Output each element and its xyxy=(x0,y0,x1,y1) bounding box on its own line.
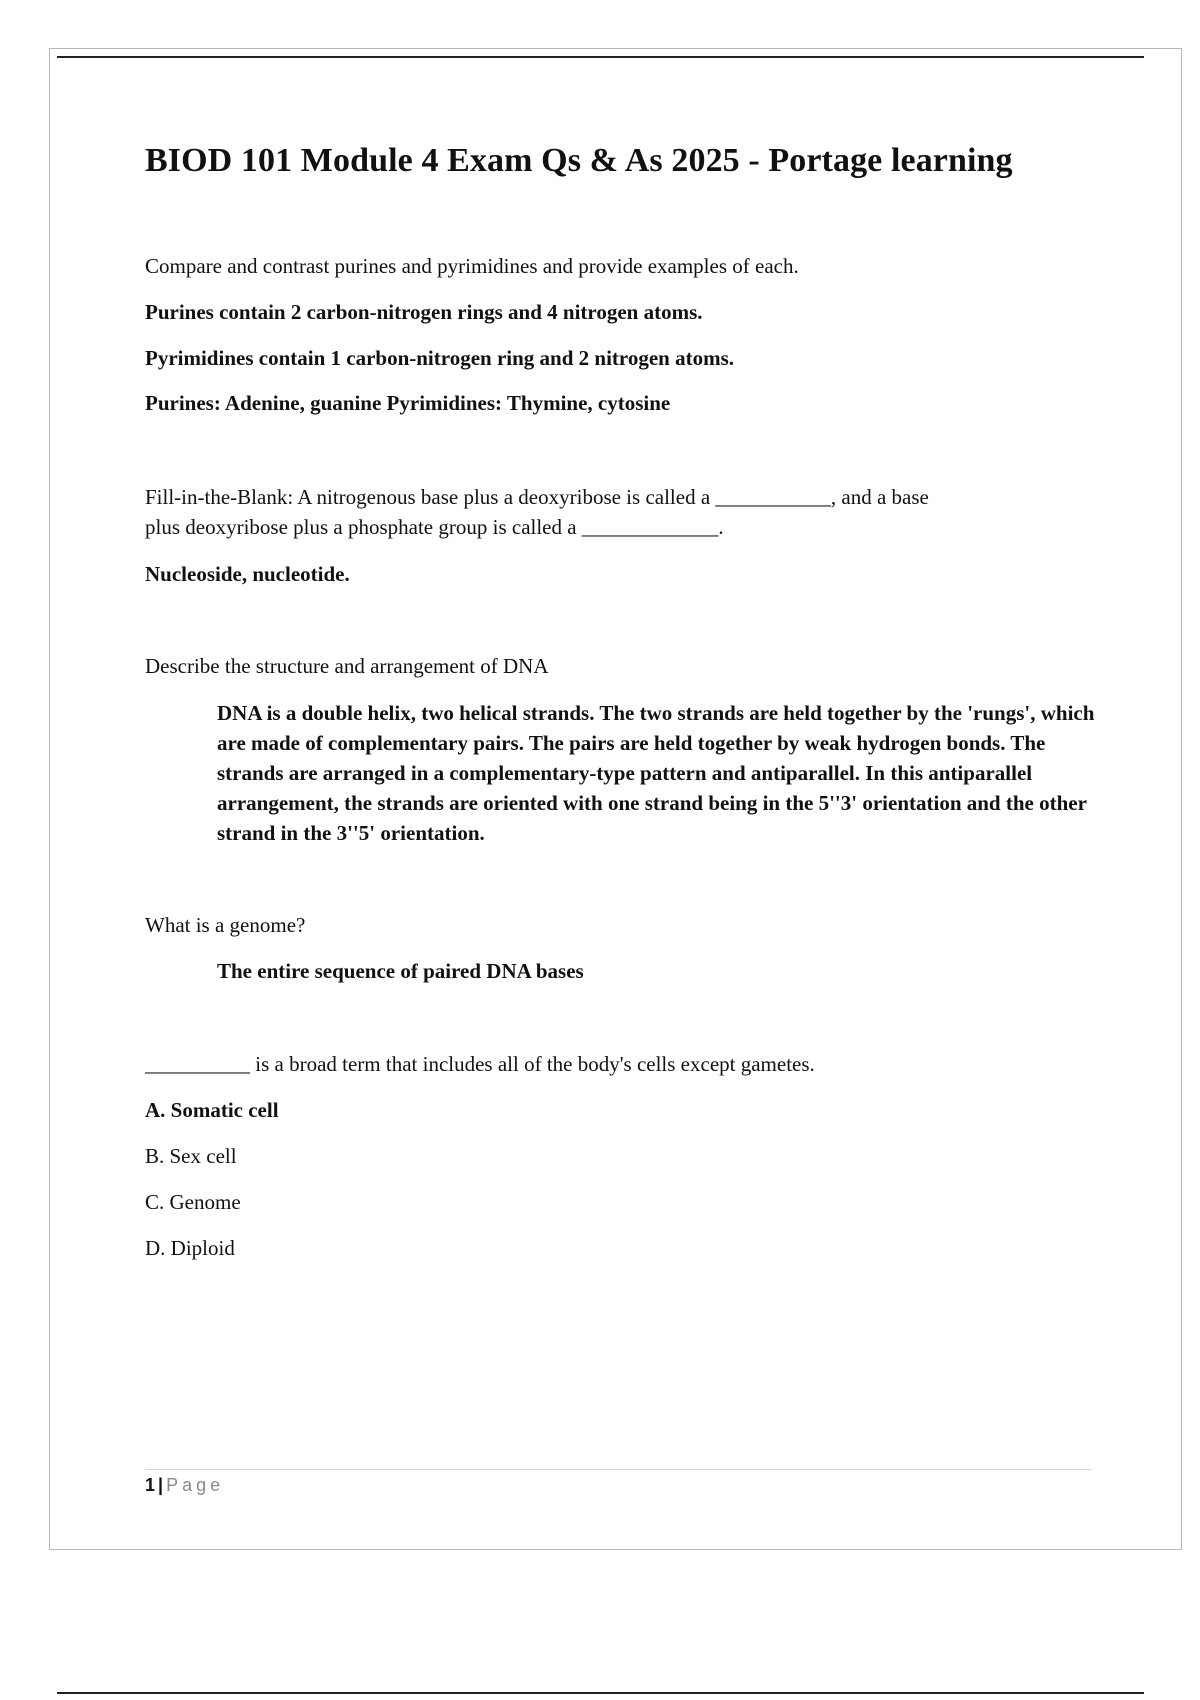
footer-rule xyxy=(145,1469,1091,1470)
q1-question: Compare and contrast purines and pyrimidines and provide examples of each. xyxy=(145,254,799,278)
q2-question-line: plus deoxyribose plus a phosphate group is called a _____________. xyxy=(145,515,724,539)
q4-answer: The entire sequence of paired DNA bases xyxy=(217,959,584,983)
q3-question: Describe the structure and arrangement of DNA xyxy=(145,654,549,678)
footer-separator: | xyxy=(158,1475,164,1495)
q3-answer: DNA is a double helix, two helical strands. The two strands are held together by the 'rungs', which are made of complementary pairs. The pairs are held together by weak hydrogen bonds. The strands are arranged in a complementary-type pattern and antiparallel. In this antiparallel arrangement, the strands are oriented with one strand being in the 5''3' orientation and the other strand in the 3''5' orientation. xyxy=(217,701,1095,845)
q5-option-d: D. Diploid xyxy=(145,1236,235,1260)
q1-answer-line: Purines: Adenine, guanine Pyrimidines: Thymine, cytosine xyxy=(145,391,671,415)
q2-question-line: Fill-in-the-Blank: A nitrogenous base plus a deoxyribose is called a ___________, and a base xyxy=(145,485,929,509)
q5-question: __________ is a broad term that includes all of the body's cells except gametes. xyxy=(145,1052,815,1076)
top-rule xyxy=(57,56,1144,58)
q5-option-b: B. Sex cell xyxy=(145,1144,237,1168)
document-title: BIOD 101 Module 4 Exam Qs & As 2025 - Portage learning xyxy=(145,142,1013,179)
q2-answer: Nucleoside, nucleotide. xyxy=(145,562,350,586)
q5-option-a: A. Somatic cell xyxy=(145,1098,279,1122)
q5-option-c: C. Genome xyxy=(145,1190,241,1214)
q4-question: What is a genome? xyxy=(145,913,306,937)
page-footer xyxy=(145,1475,224,1496)
page-label: Page xyxy=(166,1475,225,1495)
q1-answer-line: Pyrimidines contain 1 carbon-nitrogen ring and 2 nitrogen atoms. xyxy=(145,346,734,370)
page-number: 1 xyxy=(145,1475,156,1495)
bottom-rule xyxy=(57,1692,1144,1694)
q1-answer-line: Purines contain 2 carbon-nitrogen rings and 4 nitrogen atoms. xyxy=(145,300,703,324)
